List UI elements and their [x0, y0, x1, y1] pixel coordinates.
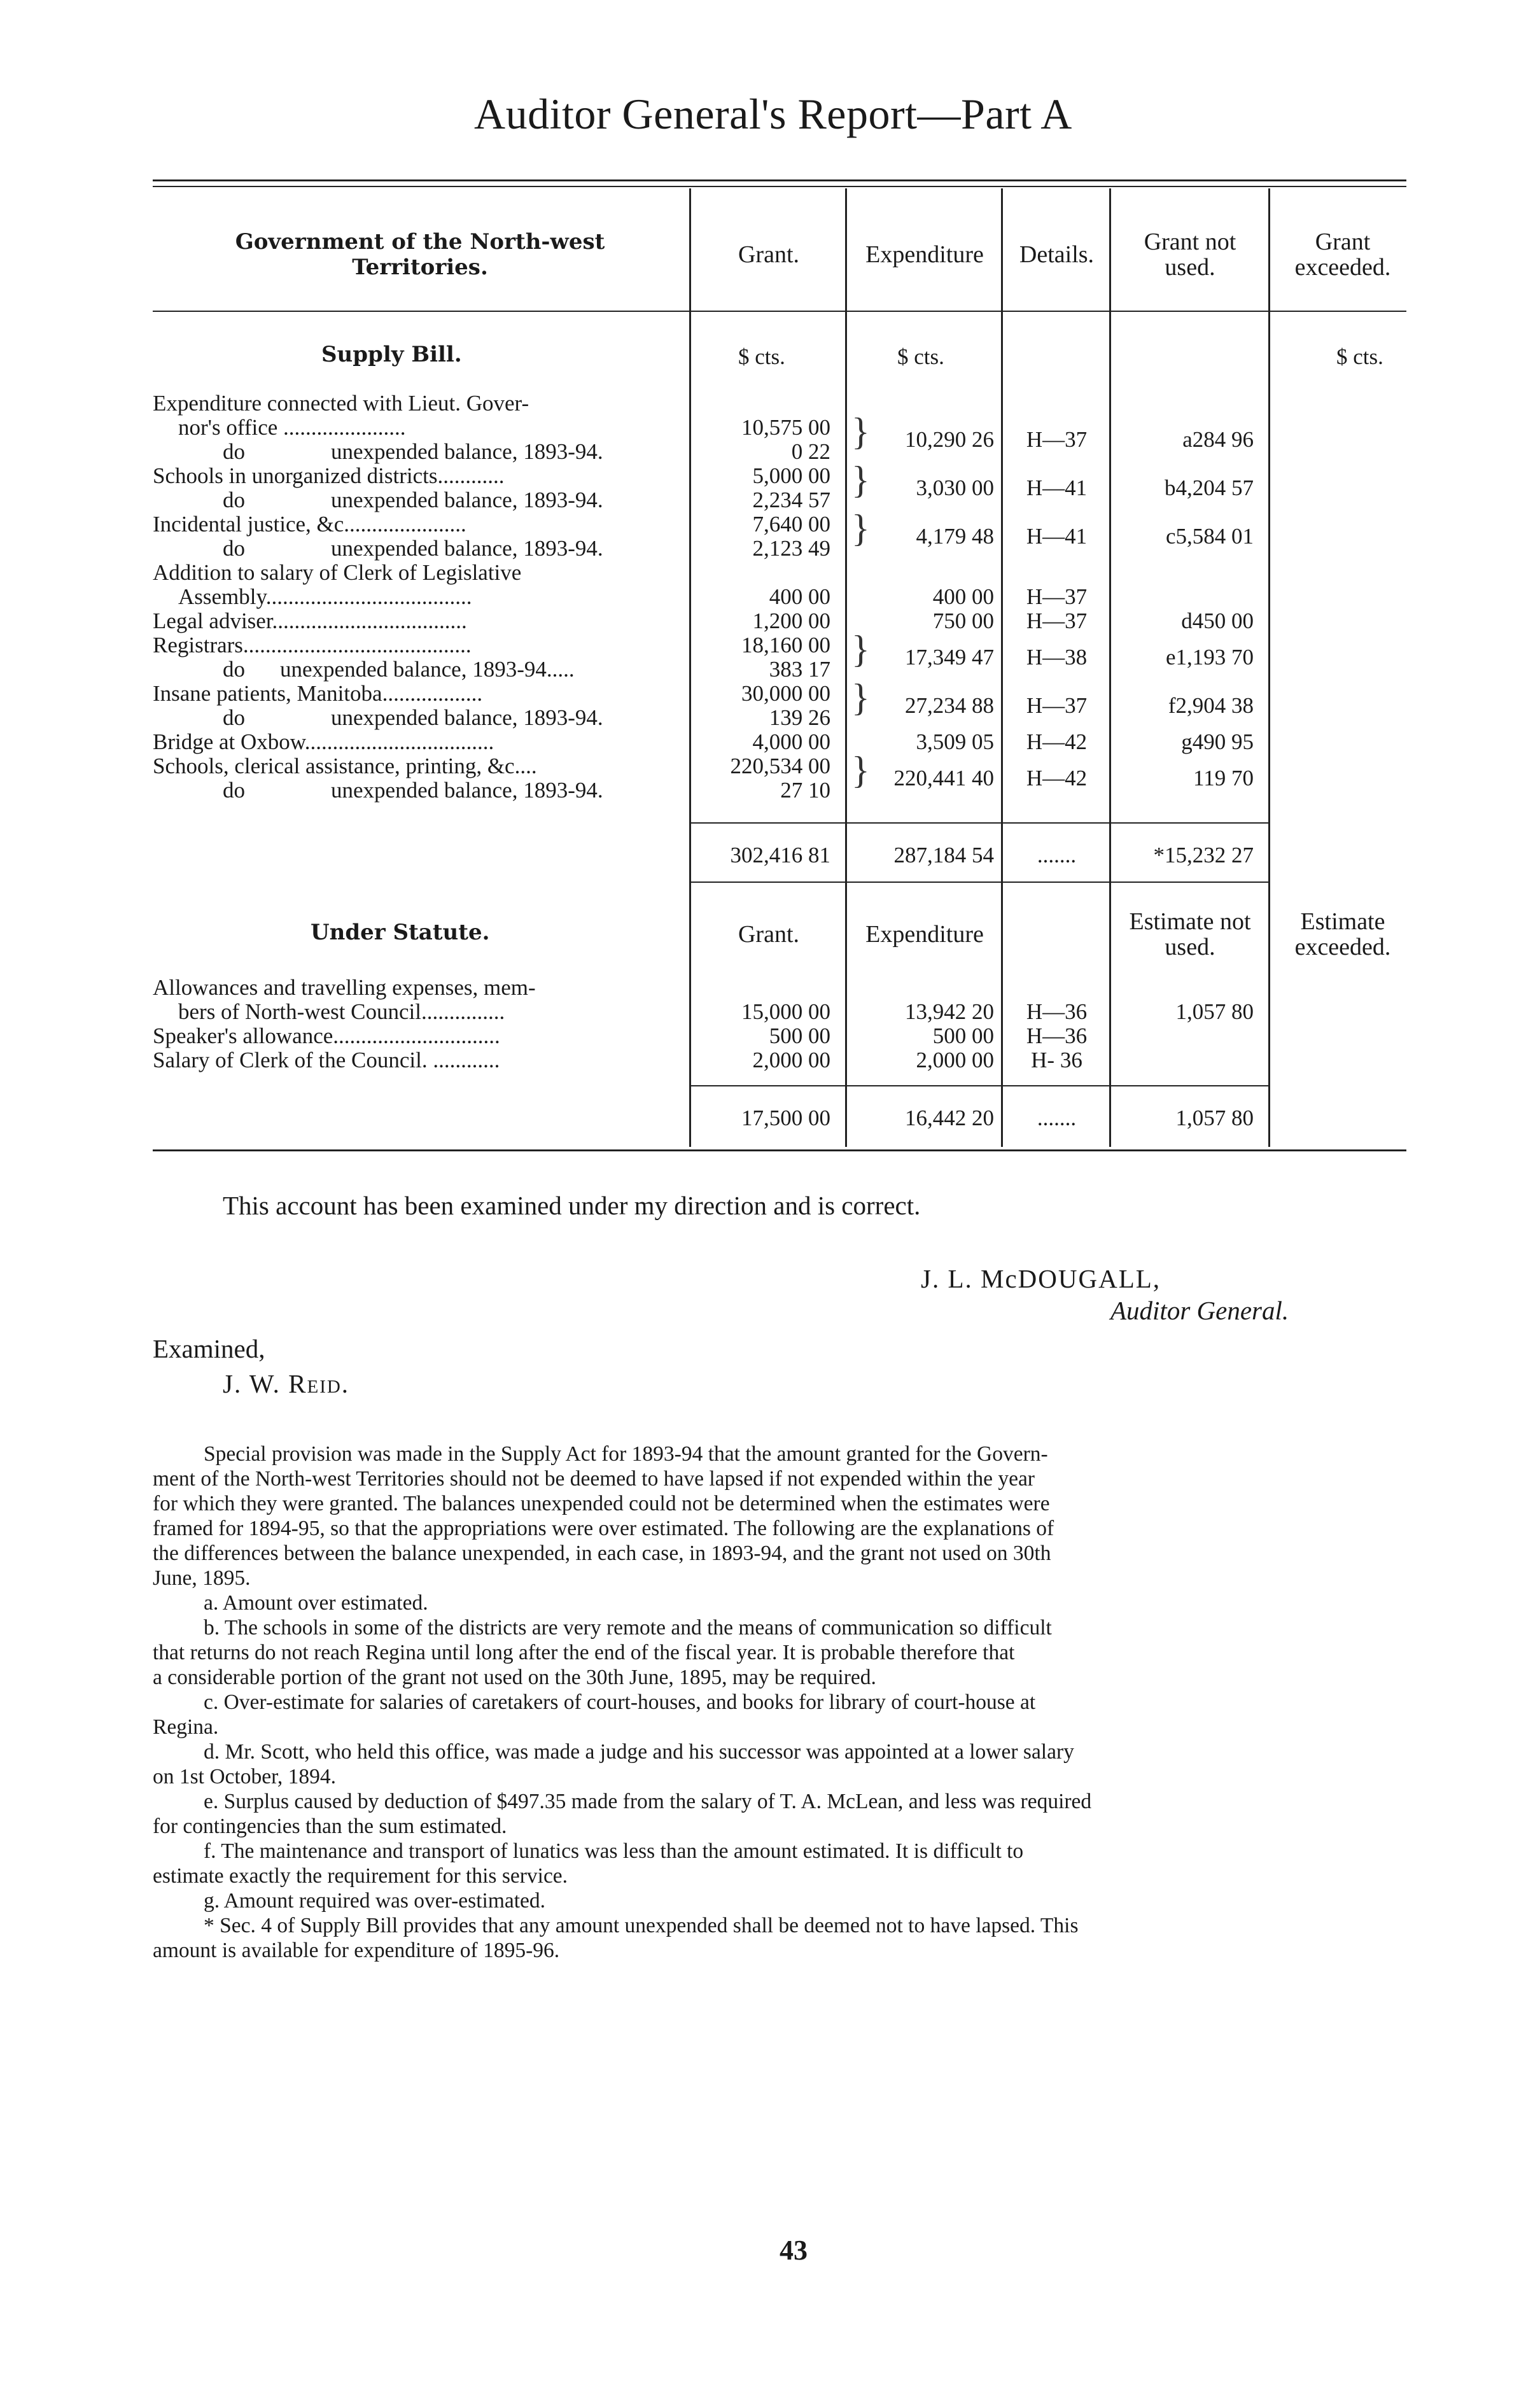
note-line: framed for 1894-95, so that the appropriations were over estimated. The following are the explanations of — [153, 1517, 1054, 1540]
statute-subtotal-rule — [691, 1085, 1268, 1086]
col-divider-exceeded — [1268, 188, 1270, 1147]
col-divider-not-used — [1109, 188, 1111, 1147]
note-line: on 1st October, 1894. — [153, 1765, 337, 1788]
grant-value: 7,640 00 — [752, 512, 830, 537]
row-description: bers of North-west Council............... — [178, 999, 505, 1024]
details-ref: H- 36 — [1031, 1048, 1082, 1072]
supply-bill-heading: Supply Bill. — [321, 342, 462, 367]
note-line: d. Mr. Scott, who held this office, was made a judge and his successor was appointed at a lower salary — [204, 1740, 1074, 1764]
row-description: unexpended balance, 1893-94. — [331, 488, 603, 512]
row-description: Schools, clerical assistance, printing, &c.... — [153, 754, 537, 778]
not-used-value: 1,057 80 — [1175, 999, 1254, 1024]
details-ref: H—38 — [1026, 645, 1088, 670]
brace: } — [851, 628, 870, 670]
note-line: for contingencies than the sum estimated. — [153, 1815, 507, 1838]
not-used-value: a284 96 — [1182, 427, 1254, 452]
details-ref: H—37 — [1026, 584, 1088, 609]
subtotal-rule-bottom — [691, 881, 1268, 883]
row-description: Expenditure connected with Lieut. Gover- — [153, 391, 529, 416]
not-used-value: e1,193 70 — [1165, 645, 1254, 670]
header-rule — [153, 311, 1406, 312]
note-line: that returns do not reach Regina until long after the end of the fiscal year. It is probable therefore that — [153, 1641, 1015, 1664]
not-used-value: g490 95 — [1181, 729, 1254, 754]
units-grant: $ cts. — [738, 344, 785, 369]
row-description: Legal adviser................................... — [153, 608, 467, 633]
row-description: unexpended balance, 1893-94. — [331, 439, 603, 464]
col-header-grant-exceeded: Grant exceeded. — [1294, 228, 1391, 281]
ditto-mark: do — [223, 705, 245, 730]
row-description: Bridge at Oxbow.................................. — [153, 729, 494, 754]
grant-value: 2,123 49 — [752, 536, 830, 561]
note-line: g. Amount required was over-estimated. — [204, 1889, 546, 1913]
details-ref: H—36 — [1026, 999, 1088, 1024]
row-description: Incidental justice, &c...................... — [153, 512, 466, 537]
grant-value: 5,000 00 — [752, 463, 830, 488]
grant-value: 383 17 — [769, 657, 830, 682]
grant-value: 30,000 00 — [741, 681, 830, 706]
note-line: e. Surplus caused by deduction of $497.35 made from the salary of T. A. McLean, and less was required — [204, 1790, 1092, 1813]
row-description: Salary of Clerk of the Council. ............ — [153, 1048, 500, 1072]
ditto-mark: do — [223, 657, 245, 682]
expenditure-value: 3,509 05 — [916, 729, 994, 754]
grant-value: 2,000 00 — [752, 1048, 830, 1072]
note-line: amount is available for expenditure of 1895-96. — [153, 1939, 560, 1962]
grant-value: 15,000 00 — [741, 999, 830, 1024]
col-divider-grant — [689, 188, 691, 1147]
col-divider-expenditure — [845, 188, 847, 1147]
auditor-title: Auditor General. — [1110, 1296, 1289, 1325]
units-expenditure: $ cts. — [897, 344, 944, 369]
grant-value: 27 10 — [780, 778, 830, 803]
units-exceeded: $ cts. — [1336, 344, 1383, 369]
details-ref: H—37 — [1026, 693, 1088, 718]
col-divider-details — [1001, 188, 1003, 1147]
note-line: a considerable portion of the grant not used on the 30th June, 1895, may be required. — [153, 1666, 876, 1689]
expenditure-value: 4,179 48 — [916, 524, 994, 549]
note-line: the differences between the balance unexpended, in each case, in 1893-94, and the grant not used on 30th — [153, 1542, 1051, 1565]
note-line: Special provision was made in the Supply Act for 1893-94 that the amount granted for the Govern- — [204, 1442, 1048, 1466]
not-used-value: f2,904 38 — [1168, 693, 1254, 718]
grant-value: 220,534 00 — [730, 754, 830, 778]
subtotal-rule — [691, 822, 1268, 824]
row-description: Assembly..................................... — [178, 584, 472, 609]
table-section-title: Government of the North-west Territories. — [235, 229, 605, 280]
row-description: unexpended balance, 1893-94. — [331, 536, 603, 561]
grant-value: 0 22 — [791, 439, 830, 464]
col-header-expenditure: Expenditure — [865, 241, 984, 268]
col-header-estimate-exceeded: Estimate exceeded. — [1294, 908, 1391, 960]
note-line: ment of the North-west Territories should not be deemed to have lapsed if not expended within the year — [153, 1467, 1035, 1491]
expenditure-value: 10,290 26 — [905, 427, 994, 452]
row-description: nor's office ...................... — [178, 415, 406, 440]
brace: } — [851, 459, 870, 501]
expenditure-value: 400 00 — [932, 584, 994, 609]
details-ref: H—42 — [1026, 766, 1088, 790]
table-bottom-rule — [153, 1149, 1406, 1151]
total-expenditure: 287,184 54 — [893, 843, 994, 867]
expenditure-value: 3,030 00 — [916, 475, 994, 500]
table-top-rule-2 — [153, 186, 1406, 187]
grant-value: 10,575 00 — [741, 415, 830, 440]
not-used-value: b4,204 57 — [1165, 475, 1254, 500]
details-ref: H—41 — [1026, 475, 1088, 500]
statute-total-details: ....... — [1037, 1106, 1077, 1130]
not-used-value: d450 00 — [1181, 608, 1254, 633]
note-line: * Sec. 4 of Supply Bill provides that any amount unexpended shall be deemed not to have lapsed. This — [204, 1914, 1079, 1937]
statute-total-grant: 17,500 00 — [741, 1106, 830, 1130]
row-description: Schools in unorganized districts............ — [153, 463, 505, 488]
brace: } — [851, 677, 870, 719]
total-not-used: *15,232 27 — [1153, 843, 1254, 867]
grant-value: 139 26 — [769, 705, 830, 730]
details-ref: H—36 — [1026, 1023, 1088, 1048]
page-title: Auditor General's Report—Part A — [474, 90, 1072, 138]
col-header-estimate-not-used: Estimate not used. — [1129, 908, 1251, 960]
col-header-expenditure-statute: Expenditure — [865, 921, 984, 948]
row-description: Insane patients, Manitoba.................. — [153, 681, 483, 706]
expenditure-value: 750 00 — [932, 608, 994, 633]
not-used-value: c5,584 01 — [1165, 524, 1254, 549]
not-used-value: 119 70 — [1193, 766, 1254, 790]
grant-value: 18,160 00 — [741, 633, 830, 657]
grant-value: 2,234 57 — [752, 488, 830, 512]
under-statute-heading: Under Statute. — [311, 920, 490, 945]
ditto-mark: do — [223, 488, 245, 512]
note-line: June, 1895. — [153, 1566, 251, 1590]
row-description: Addition to salary of Clerk of Legislative — [153, 560, 522, 585]
col-header-details: Details. — [1019, 241, 1095, 268]
explanatory-notes — [153, 1442, 1406, 1963]
row-description: unexpended balance, 1893-94..... — [280, 657, 575, 682]
expenditure-value: 2,000 00 — [916, 1048, 994, 1072]
row-description: Registrars......................................... — [153, 633, 472, 657]
examiner-name: J. W. Reid. — [223, 1369, 350, 1398]
details-ref: H—42 — [1026, 729, 1088, 754]
row-description: Allowances and travelling expenses, mem- — [153, 975, 536, 1000]
grant-value: 1,200 00 — [752, 608, 830, 633]
note-line: f. The maintenance and transport of lunatics was less than the amount estimated. It is difficult to — [204, 1839, 1024, 1863]
certification-statement: This account has been examined under my direction and is correct. — [223, 1191, 921, 1220]
note-line: c. Over-estimate for salaries of caretakers of court-houses, and books for library of court-house at — [204, 1690, 1036, 1714]
brace: } — [851, 749, 870, 791]
details-ref: H—37 — [1026, 608, 1088, 633]
col-header-grant: Grant. — [738, 241, 800, 268]
statute-total-expenditure: 16,442 20 — [905, 1106, 994, 1130]
brace: } — [851, 507, 870, 549]
note-line: estimate exactly the requirement for this service. — [153, 1864, 568, 1888]
details-ref: H—37 — [1026, 427, 1088, 452]
expenditure-value: 13,942 20 — [905, 999, 994, 1024]
note-line: for which they were granted. The balances unexpended could not be determined when the estimates were — [153, 1492, 1050, 1515]
expenditure-value: 500 00 — [932, 1023, 994, 1048]
details-ref: H—41 — [1026, 524, 1088, 549]
grant-value: 4,000 00 — [752, 729, 830, 754]
table-top-rule-1 — [153, 179, 1406, 181]
examined-label: Examined, — [153, 1334, 265, 1363]
row-description: Speaker's allowance.............................. — [153, 1023, 500, 1048]
note-line: a. Amount over estimated. — [204, 1591, 428, 1615]
grant-value: 400 00 — [769, 584, 830, 609]
note-line: Regina. — [153, 1715, 219, 1739]
col-header-grant-statute: Grant. — [738, 921, 800, 948]
col-header-grant-not-used: Grant not used. — [1144, 228, 1236, 281]
row-description: unexpended balance, 1893-94. — [331, 778, 603, 803]
ditto-mark: do — [223, 536, 245, 561]
expenditure-value: 17,349 47 — [905, 645, 994, 670]
brace: } — [851, 411, 870, 453]
ditto-mark: do — [223, 778, 245, 803]
row-description: unexpended balance, 1893-94. — [331, 705, 603, 730]
expenditure-value: 220,441 40 — [893, 766, 994, 790]
grant-value: 500 00 — [769, 1023, 830, 1048]
expenditure-value: 27,234 88 — [905, 693, 994, 718]
total-details: ....... — [1037, 843, 1077, 867]
page-number: 43 — [780, 2235, 808, 2266]
total-grant: 302,416 81 — [730, 843, 830, 867]
auditor-name: J. L. McDOUGALL, — [921, 1264, 1161, 1293]
ditto-mark: do — [223, 439, 245, 464]
statute-total-not-used: 1,057 80 — [1175, 1106, 1254, 1130]
note-line: b. The schools in some of the districts are very remote and the means of communication so difficult — [204, 1616, 1052, 1640]
